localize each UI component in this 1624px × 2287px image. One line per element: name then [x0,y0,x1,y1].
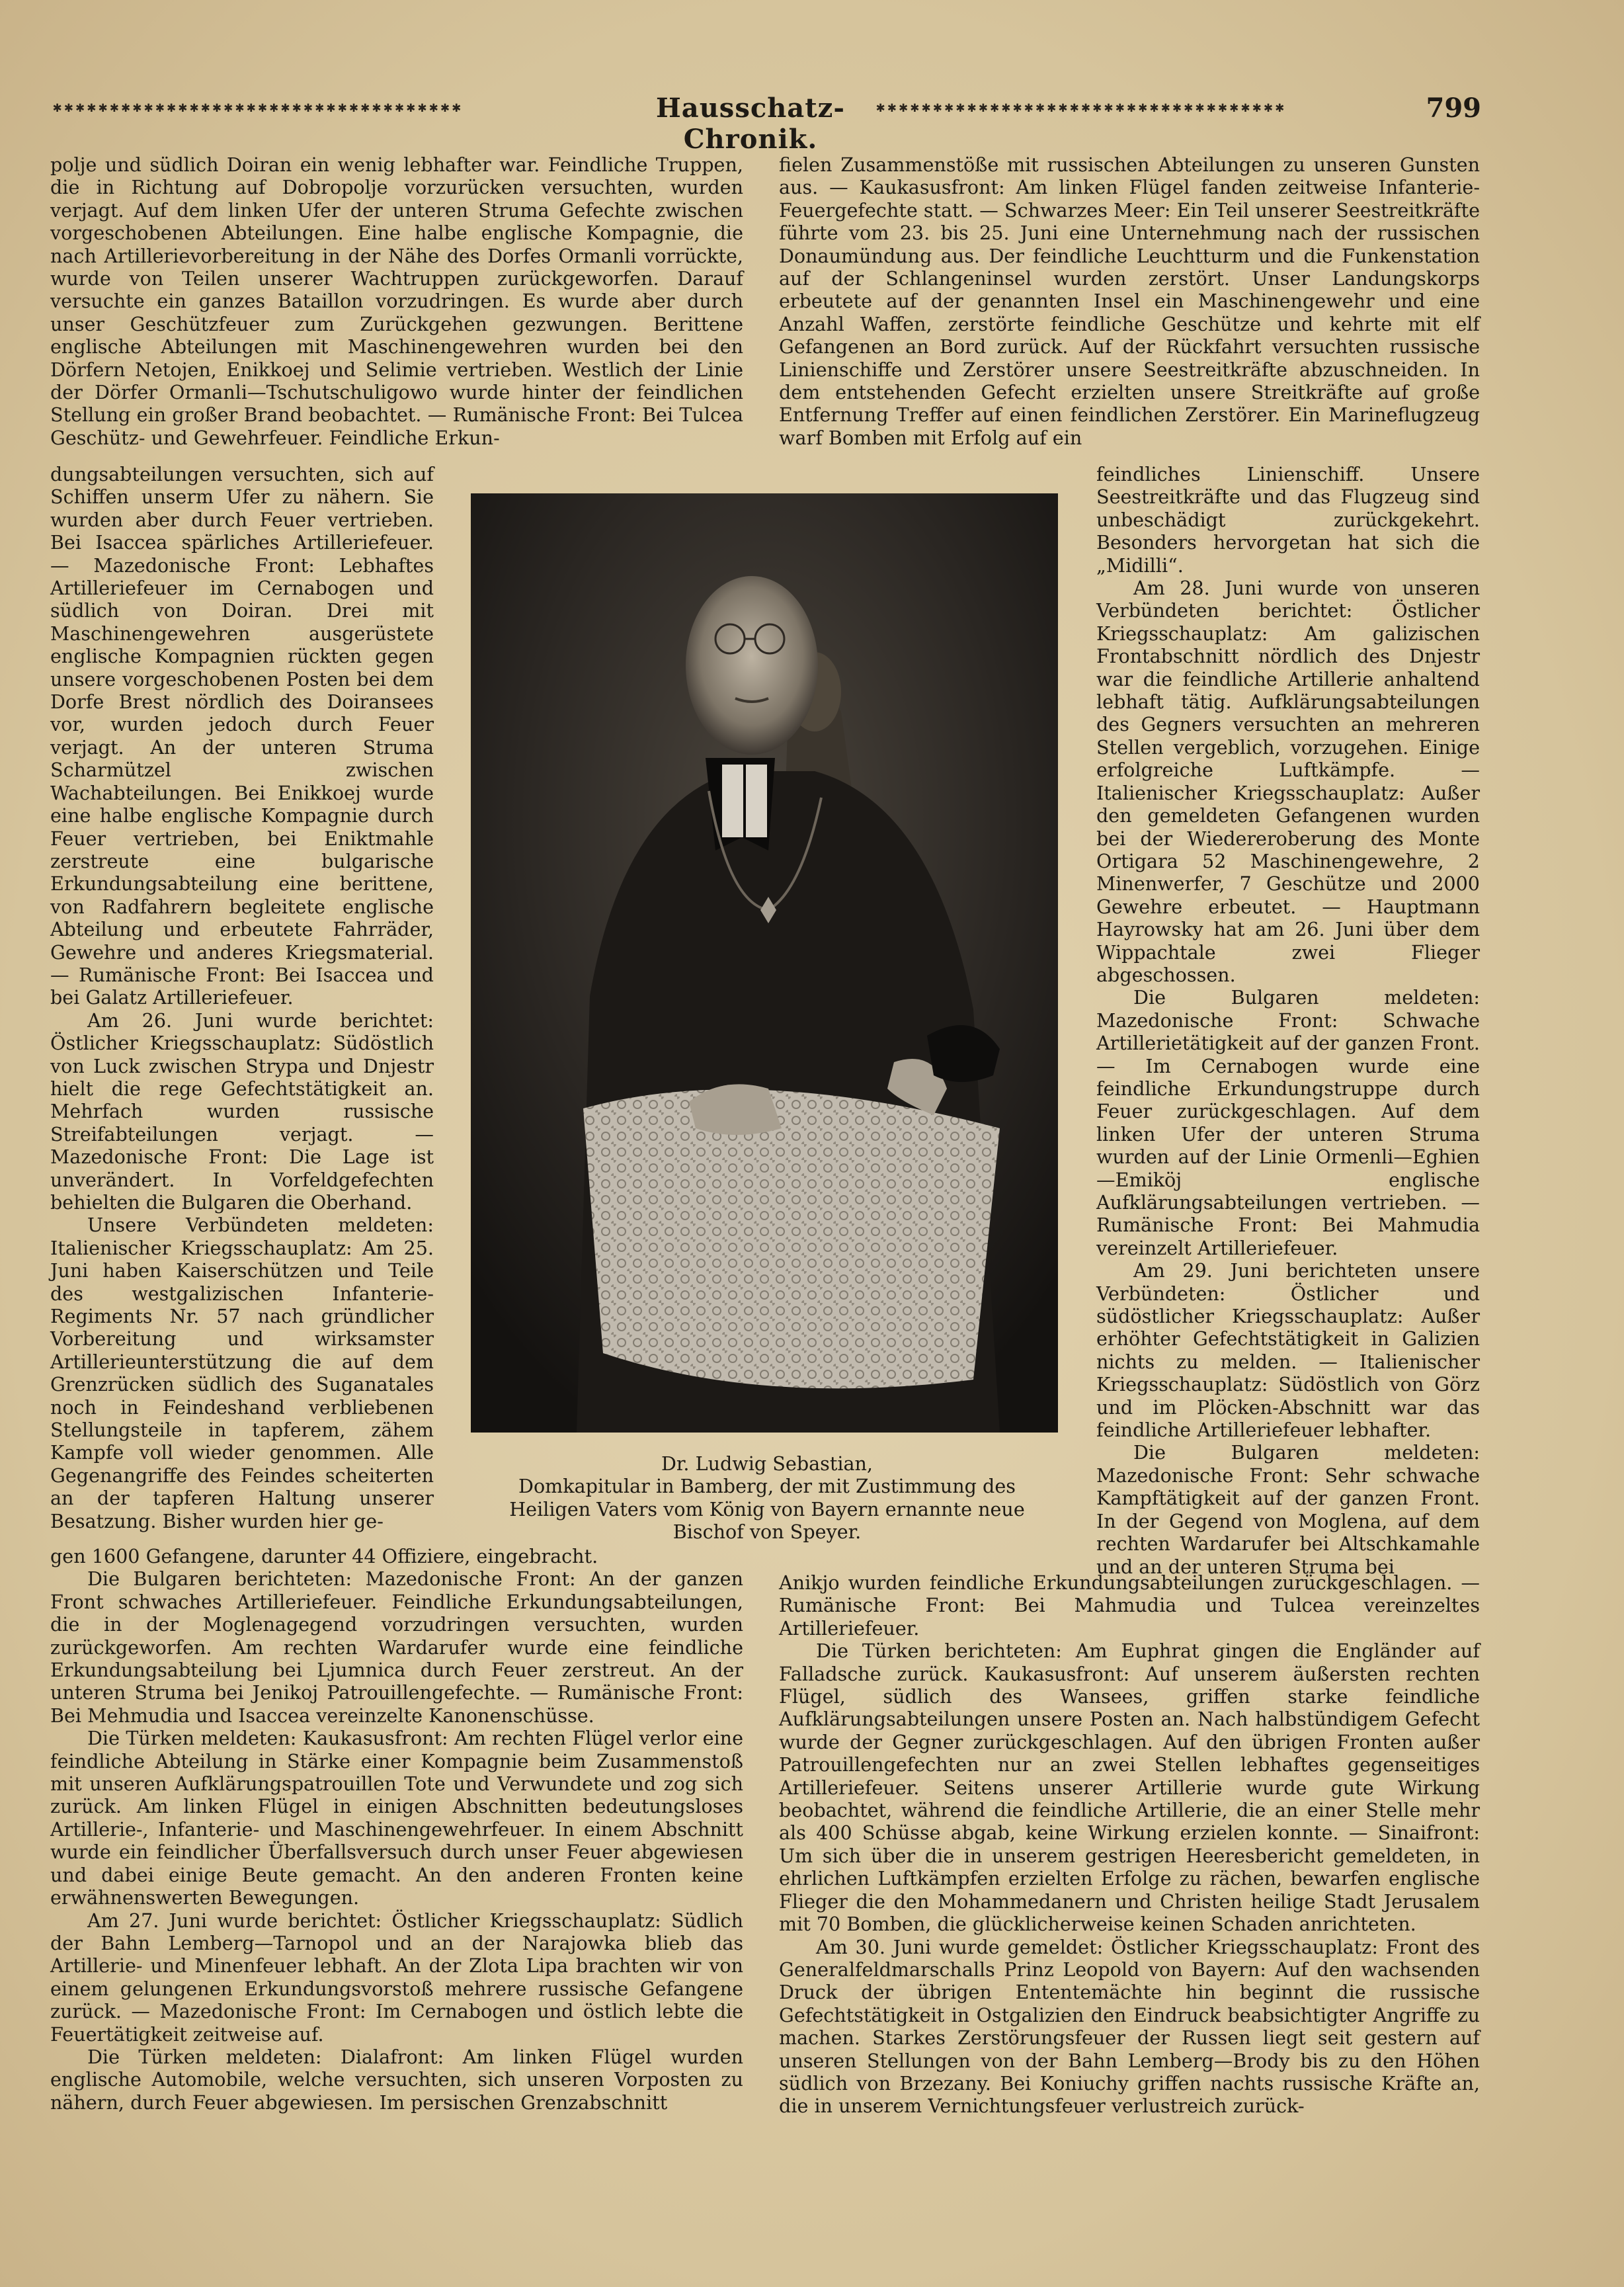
column-left-bottom [50,1545,743,2114]
paragraph: Anikjo wurden feindliche Erkundungsabteilungen zurückgeschlagen. — Rumänische Front: Bei Mahmudia und Tulcea vereinzeltes Artilleriefeuer. [779,1571,1480,1640]
paragraph: dungsabteilungen versuchten, sich auf Schiffen unserm Ufer zu nähern. Sie wurden aber durch Feuer vertrieben. Bei Isaccea spärliches Artilleriefeuer. — Mazedonische Front: Lebhaftes Artilleriefeuer im Cernabogen und südlich von Doiran. Drei mit Maschinengewehren ausgerüstete englische Kompagnien rückten gegen unsere vorgeschobenen Posten bei dem Dorfe Brest nördlich des Doiransees vor, wurden jedoch durch Feuer verjagt. An der unteren Struma Scharmützel zwischen Wachabteilungen. Bei Enikkoej wurde eine halbe englische Kompagnie durch Feuer vertrieben, bei Eniktmahle zerstreute eine bulgarische Erkundungsabteilung eine berittene, von Radfahrern begleitete englische Abteilung und erbeutete Fahrräder, Gewehre und anderes Kriegsmaterial. — Rumänische Front: Bei Isaccea und bei Galatz Artilleriefeuer. [50,463,434,1009]
caption-line: Dr. Ludwig Sebastian, [661,1452,873,1475]
paragraph: feindliches Linienschiff. Unsere Seestreitkräfte und das Flugzeug sind unbeschädigt zurückgekehrt. Besonders hervorgetan hat sich die „Midilli“. [1096,463,1480,577]
portrait-photograph [471,493,1058,1433]
running-header [53,93,1481,155]
paragraph: Am 29. Juni berichteten unsere Verbündeten: Östlicher und südöstlicher Kriegsschauplatz: Außer erhöhter Gefechtstätigkeit in Galizien nichts zu melden. — Italienischer Kriegsschauplatz: Südöstlich von Görz und im Plöcken-Abschnitt war das feindliche Artilleriefeuer lebhafter. [1096,1259,1480,1442]
running-title: Hausschatz-Chronik. [656,93,845,155]
column-right-top [779,153,1480,449]
paragraph: Am 26. Juni wurde berichtet: Östlicher Kriegsschauplatz: Südöstlich von Luck zwischen Strypa und Dnjestr hielt die rege Gefechtstätigkeit an. Mehrfach wurden russische Streifabteilungen verjagt. — Mazedonische Front: Die Lage ist unverändert. In Vorfeldgefechten behielten die Bulgaren die Oberhand. [50,1009,434,1214]
caption-line: Bischof von Speyer. [672,1520,862,1544]
column-left-narrow [50,463,434,1532]
paragraph: Die Bulgaren meldeten: Mazedonische Front: Sehr schwache Kampftätigkeit auf der ganzen Front. In der Gegend von Moglena, auf dem rechten Wardarufer bei Altschkamahle und an der unteren Struma bei [1096,1441,1480,1578]
portrait-image [471,493,1058,1433]
paragraph: gen 1600 Gefangene, darunter 44 Offiziere, eingebracht. [50,1545,598,1567]
paragraph: Unsere Verbündeten meldeten: Italienischer Kriegsschauplatz: Am 25. Juni haben Kaiserschützen und Teile des westgalizischen Infanterie-Regiments Nr. 57 nach gründlicher Vorbereitung und wirksamster Artillerieunterstützung die auf dem Grenzrücken südlich des Suganatales noch in Feindeshand verbliebenen Stellungsteile in tapferem, zähem Kampfe voll wieder genommen. Alle Gegenangriffe des Feindes scheiterten an der tapferen Haltung unserer Besatzung. Bisher wurden hier ge- [50,1214,434,1532]
column-left-top [50,153,743,449]
paragraph: polje und südlich Doiran ein wenig lebhafter war. Feindliche Truppen, die in Richtung auf Dobropolje vorzurücken versuchten, wurden verjagt. Auf dem linken Ufer der unteren Struma Gefechte zwischen vorgeschobenen Abteilungen. Eine halbe englische Kompagnie, die nach Artillerievorbereitung in der Nähe des Dorfes Ormanli vorrückte, wurde von Teilen unserer Wachtruppen zurückgeworfen. Darauf versuchte ein ganzes Bataillon vorzudringen. Es wurde aber durch unser Geschützfeuer zum Zurückgehen gezwungen. Berittene englische Abteilungen mit Maschinengewehren wurden bei den Dörfern Netojen, Enikkoej und Selimie vertrieben. Westlich der Linie der Dörfer Ormanli—Tschutschuligowo wurde hinter der feindlichen Stellung ein großer Brand beobachtet. — Rumänische Front: Bei Tulcea Geschütz- und Gewehrfeuer. Feindliche Erkun- [50,153,743,449]
paragraph: Die Türken meldeten: Kaukasusfront: Am rechten Flügel verlor eine feindliche Abteilung in Stärke einer Kompagnie beim Zusammenstoß mit unseren Aufklärungspatrouillen Tote und Verwundete und zog sich zurück. Am linken Flügel in einigen Abschnitten bedeutungsloses Artillerie-, Infanterie- und Maschinengewehrfeuer. In einem Abschnitt wurde ein feindlicher Überfallsversuch durch unser Feuer abgewiesen und dabei einige Beute gemacht. An den anderen Fronten keine erwähnenswerten Bewegungen. [50,1727,743,1909]
paragraph: Die Türken meldeten: Dialafront: Am linken Flügel wurden englische Automobile, welche versuchten, sich unseren Vorposten zu nähern, durch Feuer abgewiesen. Im persischen Grenzabschnitt [50,2045,743,2114]
paragraph: Am 30. Juni wurde gemeldet: Östlicher Kriegsschauplatz: Front des Generalfeldmarschalls Prinz Leopold von Bayern: Auf den wachsenden Druck der übrigen Ententemächte hin beginnt die russische Gefechtstätigkeit in Ostgalizien den Eindruck beabsichtigter Angriffe zu machen. Starkes Zerstörungsfeuer der Russen liegt seit gestern auf unseren Stellungen von der Bahn Lemberg—Brody bis zu den Höhen südlich von Brzezany. Bei Koniuchy griffen nachts russische Kräfte an, die in unserem Vernichtungsfeuer verlustreich zurück- [779,1935,1480,2118]
header-ornament-right: ✱✱✱✱✱✱✱✱✱✱✱✱✱✱✱✱✱✱✱✱✱✱✱✱✱✱✱✱✱✱✱✱✱✱✱✱ [876,99,1287,114]
caption-line: Domkapitular in Bamberg, der mit Zustimmung des [518,1475,1016,1498]
paragraph: Am 28. Juni wurde von unseren Verbündeten berichtet: Östlicher Kriegsschauplatz: Am galizischen Frontabschnitt nördlich des Dnjestr war die feindliche Artillerie anhaltend lebhaft tätig. Aufklärungsabteilungen des Gegners versuchten an mehreren Stellen vergeblich, vorzugehen. Einige erfolgreiche Luftkämpfe. — Italienischer Kriegsschauplatz: Außer den gemeldeten Gefangenen wurden bei der Wiedereroberung des Monte Ortigara 52 Maschinengewehre, 2 Minenwerfer, 7 Geschütze und 2000 Gewehre erbeutet. — Hauptmann Hayrowsky hat am 26. Juni über dem Wippachtale zwei Flieger abgeschossen. [1096,577,1480,986]
caption-line: Heiligen Vaters vom König von Bayern ernannte neue [509,1497,1025,1520]
page-number: 799 [1426,93,1481,124]
header-ornament-left: ✱✱✱✱✱✱✱✱✱✱✱✱✱✱✱✱✱✱✱✱✱✱✱✱✱✱✱✱✱✱✱✱✱✱✱✱ [53,99,464,114]
paragraph: Am 27. Juni wurde berichtet: Östlicher Kriegsschauplatz: Südlich der Bahn Lemberg—Tarnopol und an der Narajowka blieb das Artillerie- und Minenfeuer lebhaft. An der Zlota Lipa brachten wir von einem gelungenen Erkundungsvorstoß mehrere russische Gefangene zurück. — Mazedonische Front: Im Cernabogen und östlich lebte die Feuertätigkeit zeitweise auf. [50,1909,743,2046]
paragraph: Die Bulgaren berichteten: Mazedonische Front: An der ganzen Front schwaches Artilleriefeuer. Feindliche Erkundungsabteilungen, die in der Moglenagegend vorzudringen versuchten, wurden zurückgeworfen. Am rechten Wardarufer wurde eine feindliche Erkundungsabteilung bei Ljumnica durch Feuer zerstreut. An der unteren Struma bei Jenikoj Patrouillengefechte. — Rumänische Front: Bei Mehmudia und Isaccea vereinzelte Kanonenschüsse. [50,1567,743,1727]
paragraph: fielen Zusammenstöße mit russischen Abteilungen zu unseren Gunsten aus. — Kaukasusfront: Am linken Flügel fanden zeitweise Infanterie-Feuergefechte statt. — Schwarzes Meer: Ein Teil unserer Seestreitkräfte führte vom 23. bis 25. Juni eine Unternehmung nach der russischen Donaumündung aus. Der feindliche Leuchtturm und die Funkenstation auf der Schlangeninsel wurden zerstört. Unser Landungskorps erbeutete auf der genannten Insel ein Maschinengewehr und eine Anzahl Waffen, zerstörte feindliche Geschütze und kehrte mit elf Gefangenen an Bord zurück. Auf der Rückfahrt versuchten russische Linienschiffe und Zerstörer unsere Seestreitkräfte abzuschneiden. In dem entstehenden Gefecht erzielten unsere Streitkräfte auf große Entfernung Treffer auf einen feindlichen Zerstörer. Ein Marineflugzeug warf Bomben mit Erfolg auf ein [779,153,1480,449]
column-right-narrow [1096,463,1480,1578]
paragraph: Die Türken berichteten: Am Euphrat gingen die Engländer auf Falladsche zurück. Kaukasusfront: Auf unserem äußersten rechten Flügel, südlich des Wansees, griffen starke feindliche Aufklärungsabteilungen unsere Posten an. Nach halbstündigem Gefecht wurde der Gegner zurückgeschlagen. Auf den übrigen Fronten außer Patrouillengefechten nur an zwei Stellen lebhaftes gegenseitiges Artilleriefeuer. Seitens unserer Artillerie wurde gute Wirkung beobachtet, während die feindliche Artillerie, die an einer Stelle mehr als 400 Schüsse abgab, keine Wirkung erzielen konnte. — Sinaifront: Um sich über die in unserem gestrigen Heeresbericht gemeldeten, in ehrlichen Luftkämpfen erzielten Erfolge zu rächen, bewarfen englische Flieger die den Mohammedanern und Christen heilige Stadt Jerusalem mit 70 Bomben, die glücklicherweise keinen Schaden anrichteten. [779,1640,1480,1936]
photo-caption [456,1452,1078,1544]
column-right-bottom [779,1571,1480,2118]
paragraph: Die Bulgaren meldeten: Mazedonische Front: Schwache Artillerietätigkeit auf der ganzen Front. — Im Cernabogen wurde eine feindliche Erkundungstruppe durch Feuer zurückgeschlagen. Auf dem linken Ufer der unteren Struma wurden auf der Linie Ormenli—Eghien—Emiköj englische Aufklärungsabteilungen vertrieben. — Rumänische Front: Bei Mahmudia vereinzelt Artilleriefeuer. [1096,986,1480,1259]
